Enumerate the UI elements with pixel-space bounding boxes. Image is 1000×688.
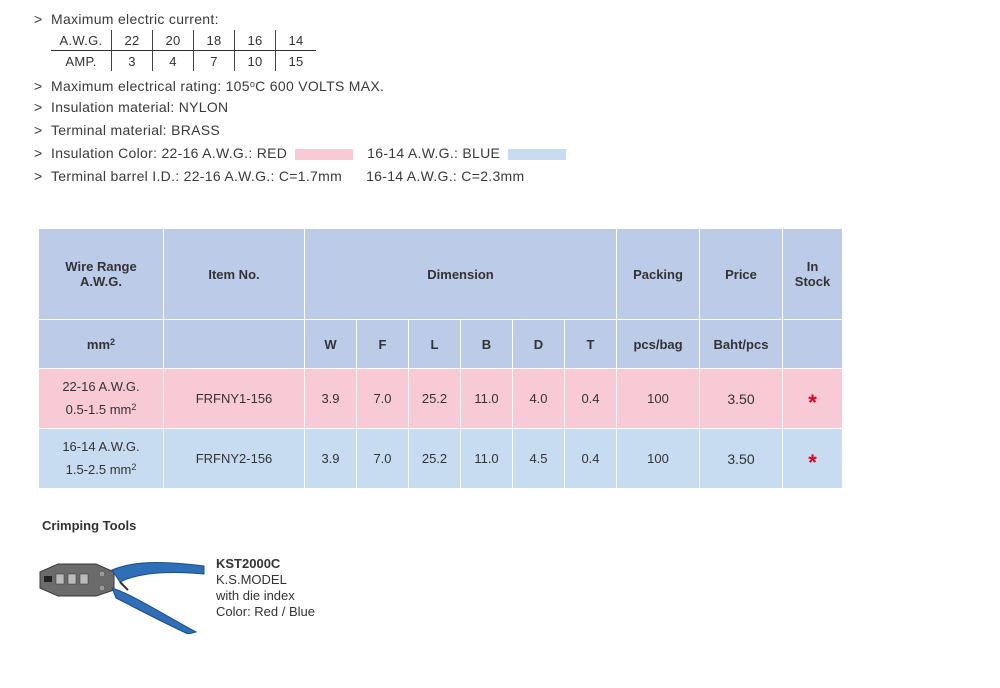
row-mm-sup: 2 (131, 402, 137, 412)
spec-insulation-material-text: Insulation material: NYLON (51, 99, 229, 115)
row-w: 3.9 (305, 369, 357, 429)
awg-value: 18 (194, 30, 235, 51)
current-table (51, 30, 316, 71)
row-price: 3.50 (700, 429, 783, 489)
spec-insulation-material (34, 96, 580, 119)
row-b: 11.0 (461, 369, 513, 429)
awg-value: 14 (276, 30, 317, 51)
row-packing: 100 (617, 369, 700, 429)
table-row (39, 369, 843, 429)
spec-current (34, 8, 580, 31)
crimping-tools-title: Crimping Tools (42, 518, 137, 533)
subheader-price-unit: Baht/pcs (700, 320, 783, 369)
row-t: 0.4 (565, 429, 617, 489)
bullet-arrow: > (34, 122, 43, 138)
spec-terminal-material (34, 119, 580, 142)
bullet-arrow: > (34, 145, 43, 161)
row-stock (783, 429, 843, 489)
in-stock-star-icon: * (808, 389, 817, 415)
row-b: 11.0 (461, 429, 513, 489)
subheader-b: B (461, 320, 513, 369)
row-w: 3.9 (305, 429, 357, 489)
header-dimension: Dimension (305, 229, 617, 320)
bullet-arrow: > (34, 168, 43, 184)
row-stock (783, 369, 843, 429)
specifications (34, 8, 580, 188)
degree-sign: o (249, 79, 256, 89)
header-item-no: Item No. (164, 229, 305, 320)
red-swatch (295, 149, 353, 160)
row-price: 3.50 (700, 369, 783, 429)
row-d: 4.5 (513, 429, 565, 489)
bullet-arrow: > (34, 11, 43, 27)
subheader-packing-unit: pcs/bag (617, 320, 700, 369)
subheader-f: F (357, 320, 409, 369)
bullet-arrow: > (34, 99, 43, 115)
amp-value: 7 (194, 51, 235, 72)
spec-insulation-color (34, 142, 580, 165)
row-wire-range (39, 369, 164, 429)
row-mm: 0.5-1.5 mm (65, 402, 132, 417)
spec-rating-text: Maximum electrical rating: 105 (51, 78, 250, 94)
subheader-t: T (565, 320, 617, 369)
amp-value: 4 (153, 51, 194, 72)
header-price: Price (700, 229, 783, 320)
product-table (38, 228, 843, 489)
subheader-mm-text: mm (86, 336, 111, 352)
awg-label: A.W.G. (51, 30, 112, 51)
awg-value: 22 (112, 30, 153, 51)
spec-barrel-id (34, 165, 580, 188)
row-item-no: FRFNY1-156 (164, 369, 305, 429)
amp-value: 10 (235, 51, 276, 72)
spec-rating (34, 73, 580, 96)
row-t: 0.4 (565, 369, 617, 429)
header-in-stock-text: In (806, 259, 819, 274)
bullet-arrow: > (34, 78, 43, 94)
amp-label: AMP. (65, 53, 97, 69)
subheader-w: W (305, 320, 357, 369)
row-f: 7.0 (357, 429, 409, 489)
tool-color: Color: Red / Blue (216, 604, 315, 619)
tool-info (216, 556, 315, 620)
spec-barrel-id-2: 16-14 A.W.G.: C=2.3mm (366, 168, 525, 184)
in-stock-star-icon: * (808, 449, 817, 475)
row-wire-range (39, 429, 164, 489)
subheader-l: L (409, 320, 461, 369)
subheader-stock-empty (783, 320, 843, 369)
spec-terminal-material-text: Terminal material: BRASS (51, 122, 221, 138)
row-mm: 1.5-2.5 mm (65, 462, 132, 477)
spec-color-blue-text: 16-14 A.W.G.: BLUE (367, 145, 501, 161)
table-row (39, 429, 843, 489)
header-wire-range-awg: A.W.G. (80, 274, 122, 289)
amp-value: 3 (112, 51, 153, 72)
header-row (39, 229, 843, 320)
row-item-no: FRFNY2-156 (164, 429, 305, 489)
row-mm-sup: 2 (131, 462, 137, 472)
blue-swatch (508, 149, 566, 160)
amp-row (51, 51, 316, 72)
spec-color-red-text: Insulation Color: 22-16 A.W.G.: RED (51, 145, 288, 161)
row-d: 4.0 (513, 369, 565, 429)
subheader-d: D (513, 320, 565, 369)
spec-current-label: Maximum electric current: (51, 11, 219, 27)
subheader-row (39, 320, 843, 369)
tool-feature: with die index (216, 588, 295, 603)
spec-barrel-id-1: Terminal barrel I.D.: 22-16 A.W.G.: C=1.7mm (51, 168, 343, 184)
header-in-stock-text-2: Stock (794, 274, 831, 289)
subheader-mm (39, 320, 164, 369)
awg-value: 16 (235, 30, 276, 51)
header-packing: Packing (617, 229, 700, 320)
tool-brand: K.S.MODEL (216, 572, 287, 587)
row-awg: 16-14 A.W.G. (62, 439, 140, 454)
header-in-stock (783, 229, 843, 320)
row-packing: 100 (617, 429, 700, 489)
crimping-tool-icon (36, 552, 206, 634)
subheader-empty (164, 320, 305, 369)
tool-model: KST2000C (216, 556, 281, 571)
row-f: 7.0 (357, 369, 409, 429)
header-wire-range (39, 229, 164, 320)
spec-rating-rest: C 600 VOLTS MAX. (255, 78, 385, 94)
row-l: 25.2 (409, 429, 461, 489)
subheader-mm-sup: 2 (110, 336, 116, 347)
awg-value: 20 (153, 30, 194, 51)
amp-value: 15 (276, 51, 317, 72)
row-awg: 22-16 A.W.G. (62, 379, 140, 394)
awg-row (51, 30, 316, 51)
row-l: 25.2 (409, 369, 461, 429)
header-wire-range-text: Wire Range (65, 259, 137, 274)
